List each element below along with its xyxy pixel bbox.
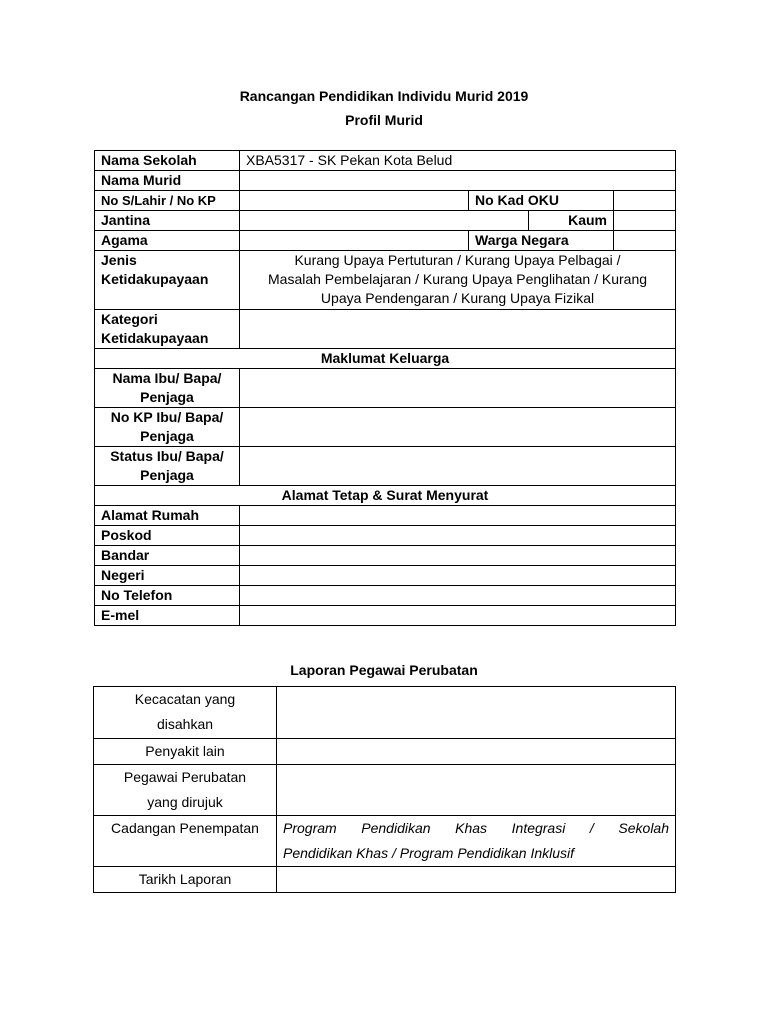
- no-kp-field[interactable]: [240, 191, 469, 211]
- jantina-label: Jantina: [95, 211, 240, 231]
- status-ibu-field[interactable]: [240, 447, 676, 486]
- row-negeri: [95, 566, 676, 586]
- maklumat-keluarga-heading: Maklumat Keluarga: [95, 349, 676, 369]
- tarikh-label: Tarikh Laporan: [94, 867, 277, 893]
- no-oku-field[interactable]: [614, 191, 676, 211]
- no-kp-label: No S/Lahir / No KP: [95, 191, 240, 211]
- jenis-option-line-3[interactable]: Upaya Pendengaran / Kurang Upaya Fizikal: [320, 290, 595, 306]
- status-ibu-line-2: Penjaga: [140, 467, 194, 483]
- row-nama-murid: [95, 171, 676, 191]
- jenis-option-line-2[interactable]: Masalah Pembelajaran / Kurang Upaya Penglihatan / Kurang: [268, 271, 648, 287]
- cadangan-line-2[interactable]: Pendidikan Khas / Program Pendidikan Inklusif: [283, 845, 575, 861]
- kecacatan-line-1: Kecacatan yang: [134, 691, 236, 707]
- kecacatan-line-2: disahkan: [156, 716, 214, 732]
- bandar-field[interactable]: [240, 546, 676, 566]
- jenis-ketidakupayaan-label: [95, 251, 240, 310]
- row-poskod: [95, 526, 676, 546]
- nokp-ibu-line-2: Penjaga: [140, 428, 194, 444]
- kaum-label: Kaum: [529, 211, 614, 231]
- cadangan-options: [277, 816, 676, 867]
- medical-report-table: [93, 686, 676, 893]
- row-bandar: [95, 546, 676, 566]
- status-ibu-line-1: Status Ibu/ Bapa/: [110, 448, 224, 464]
- medical-report-heading: Laporan Pegawai Perubatan: [290, 662, 478, 678]
- pegawai-line-2: yang dirujuk: [147, 794, 223, 810]
- kategori-label-line-2: Ketidakupayaan: [101, 330, 209, 346]
- warga-negara-label: Warga Negara: [469, 231, 614, 251]
- cadangan-line-1[interactable]: Program Pendidikan Khas Integrasi / Sekolah: [283, 820, 669, 836]
- alamat-heading: Alamat Tetap & Surat Menyurat: [95, 486, 676, 506]
- penyakit-label: Penyakit lain: [94, 739, 277, 765]
- row-alamat-rumah: [95, 506, 676, 526]
- telefon-label: No Telefon: [95, 586, 240, 606]
- nokp-ibu-label: [95, 408, 240, 447]
- telefon-field[interactable]: [240, 586, 676, 606]
- kategori-label: [95, 310, 240, 349]
- row-agama: [95, 231, 676, 251]
- nama-murid-field[interactable]: [240, 171, 676, 191]
- poskod-field[interactable]: [240, 526, 676, 546]
- nama-ibu-line-1: Nama Ibu/ Bapa/: [112, 370, 222, 386]
- row-jenis-ketidakupayaan: [95, 251, 676, 310]
- jenis-label-line-1: Jenis: [101, 252, 137, 268]
- no-oku-label: No Kad OKU: [469, 191, 614, 211]
- nama-ibu-line-2: Penjaga: [140, 389, 194, 405]
- row-status-ibu: [95, 447, 676, 486]
- row-nama-sekolah: [95, 151, 676, 171]
- kecacatan-label: [94, 687, 277, 739]
- document-title: Rancangan Pendidikan Individu Murid 2019: [239, 88, 529, 104]
- row-telefon: [95, 586, 676, 606]
- penyakit-field[interactable]: [277, 739, 676, 765]
- nokp-ibu-field[interactable]: [240, 408, 676, 447]
- alamat-rumah-field[interactable]: [240, 506, 676, 526]
- agama-label: Agama: [95, 231, 240, 251]
- negeri-field[interactable]: [240, 566, 676, 586]
- jenis-option-line-1[interactable]: Kurang Upaya Pertuturan / Kurang Upaya Pelbagai /: [294, 252, 621, 268]
- pegawai-line-1: Pegawai Perubatan: [123, 769, 247, 785]
- nama-murid-label: Nama Murid: [95, 171, 240, 191]
- row-emel: [95, 606, 676, 626]
- nama-sekolah-value[interactable]: XBA5317 - SK Pekan Kota Belud: [240, 151, 676, 171]
- row-cadangan: [94, 816, 676, 867]
- kategori-label-line-1: Kategori: [101, 311, 158, 327]
- agama-field[interactable]: [240, 231, 469, 251]
- status-ibu-label: [95, 447, 240, 486]
- student-profile-table: [94, 150, 676, 626]
- jantina-field[interactable]: [240, 211, 529, 231]
- document-subtitle: Profil Murid: [345, 112, 423, 128]
- nama-ibu-label: [95, 369, 240, 408]
- kecacatan-field[interactable]: [277, 687, 676, 739]
- jenis-label-line-2: Ketidakupayaan: [101, 271, 209, 287]
- kaum-field[interactable]: [614, 211, 676, 231]
- cadangan-label: Cadangan Penempatan: [94, 816, 277, 867]
- row-kecacatan: [94, 687, 676, 739]
- pegawai-label: [94, 765, 277, 816]
- nama-ibu-field[interactable]: [240, 369, 676, 408]
- row-jantina: [95, 211, 676, 231]
- alamat-rumah-label: Alamat Rumah: [95, 506, 240, 526]
- poskod-label: Poskod: [95, 526, 240, 546]
- pegawai-field[interactable]: [277, 765, 676, 816]
- bandar-label: Bandar: [95, 546, 240, 566]
- row-nokp-ibu: [95, 408, 676, 447]
- tarikh-field[interactable]: [277, 867, 676, 893]
- emel-field[interactable]: [240, 606, 676, 626]
- row-penyakit: [94, 739, 676, 765]
- row-kategori: [95, 310, 676, 349]
- row-pegawai: [94, 765, 676, 816]
- row-nama-ibu: [95, 369, 676, 408]
- nama-sekolah-label: Nama Sekolah: [95, 151, 240, 171]
- row-tarikh: [94, 867, 676, 893]
- warga-negara-field[interactable]: [614, 231, 676, 251]
- row-keluarga-heading: [95, 349, 676, 369]
- row-no-kp: [95, 191, 676, 211]
- emel-label: E-mel: [95, 606, 240, 626]
- nokp-ibu-line-1: No KP Ibu/ Bapa/: [110, 409, 224, 425]
- negeri-label: Negeri: [95, 566, 240, 586]
- kategori-field[interactable]: [240, 310, 676, 349]
- row-alamat-heading: [95, 486, 676, 506]
- jenis-ketidakupayaan-options: [240, 251, 676, 310]
